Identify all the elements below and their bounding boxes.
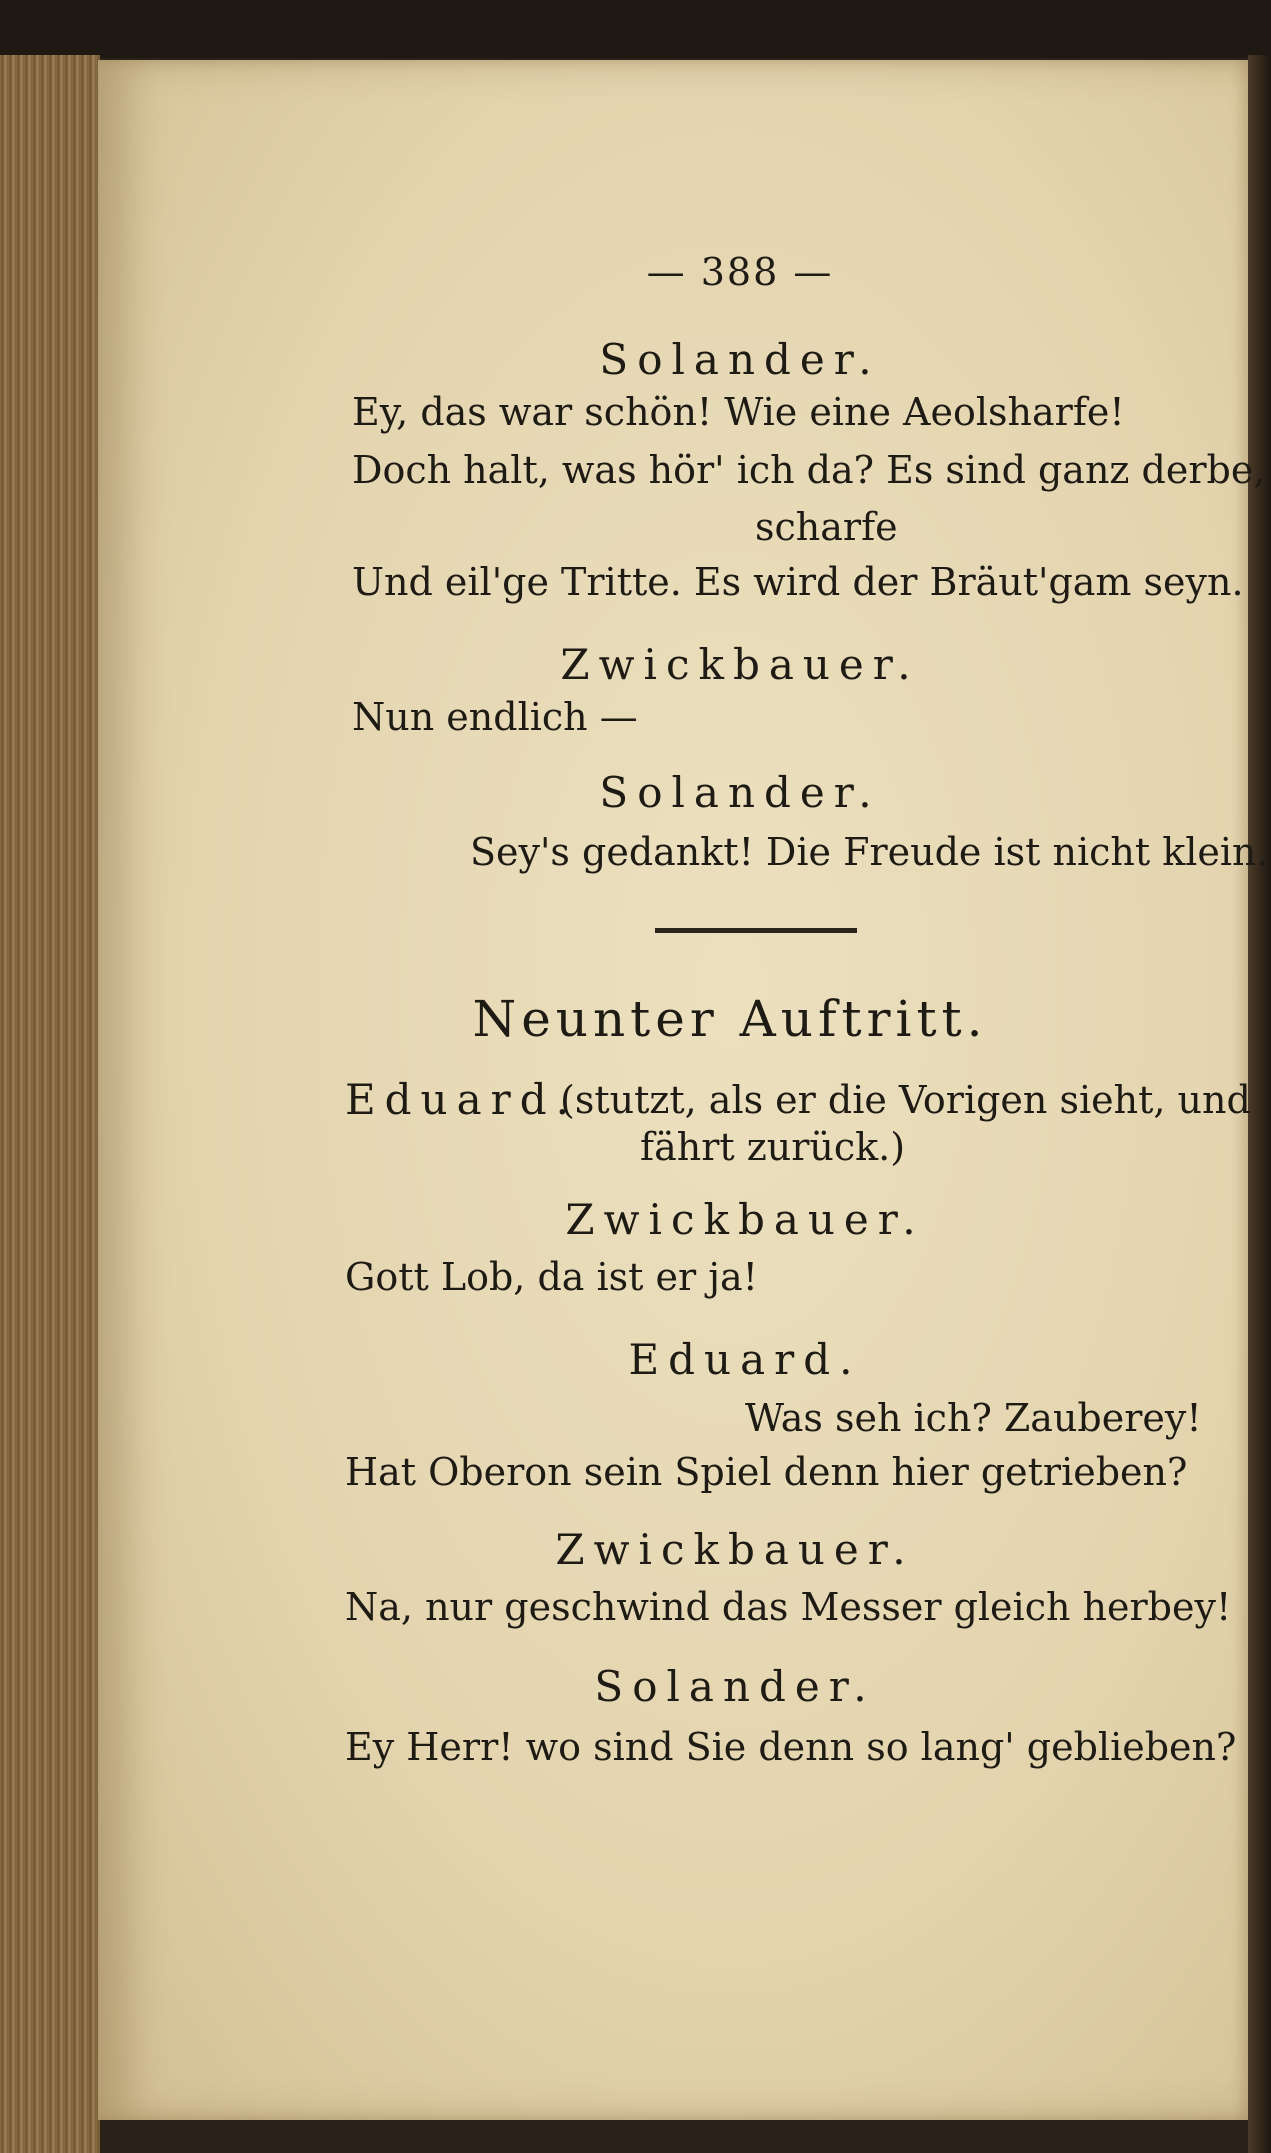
verse-line: Ey, das war schön! Wie eine Aeolsharfe! bbox=[352, 390, 1125, 434]
speaker-zwickbauer: Zwickbauer. bbox=[565, 1195, 925, 1244]
verse-line: Und eil'ge Tritte. Es wird der Bräut'gam seyn. bbox=[352, 560, 1244, 604]
section-divider bbox=[655, 928, 857, 933]
speaker-eduard: Eduard. bbox=[345, 1075, 578, 1124]
verse-line: Ey Herr! wo sind Sie denn so lang' geblieben? bbox=[345, 1725, 1237, 1769]
speaker-solander: Solander. bbox=[599, 768, 881, 817]
verse-line: Sey's gedankt! Die Freude ist nicht klein. bbox=[470, 830, 1269, 874]
verse-line: scharfe bbox=[755, 505, 898, 549]
scan-background bbox=[0, 0, 1271, 58]
speaker-eduard: Eduard. bbox=[628, 1335, 862, 1384]
verse-line: Was seh ich? Zauberey! bbox=[745, 1396, 1202, 1440]
verse-line: Doch halt, was hör' ich da? Es sind ganz derbe, bbox=[352, 448, 1266, 492]
scene-heading: Neunter Auftritt. bbox=[472, 990, 988, 1048]
verse-line: Na, nur geschwind das Messer gleich herbey! bbox=[345, 1585, 1232, 1629]
speaker-zwickbauer: Zwickbauer. bbox=[560, 640, 920, 689]
stage-direction: fährt zurück.) bbox=[640, 1125, 906, 1169]
verse-line: Gott Lob, da ist er ja! bbox=[345, 1255, 758, 1299]
speaker-solander: Solander. bbox=[599, 335, 881, 384]
page-number: — 388 — bbox=[646, 250, 834, 294]
stage-direction: (stutzt, als er die Vorigen sieht, und bbox=[560, 1078, 1251, 1122]
verse-line: Nun endlich — bbox=[352, 695, 638, 739]
speaker-zwickbauer: Zwickbauer. bbox=[555, 1525, 915, 1574]
book-spine bbox=[1248, 55, 1271, 2153]
verse-line: Hat Oberon sein Spiel denn hier getrieben? bbox=[345, 1450, 1188, 1494]
page-edges bbox=[0, 55, 100, 2153]
speaker-solander: Solander. bbox=[594, 1662, 876, 1711]
